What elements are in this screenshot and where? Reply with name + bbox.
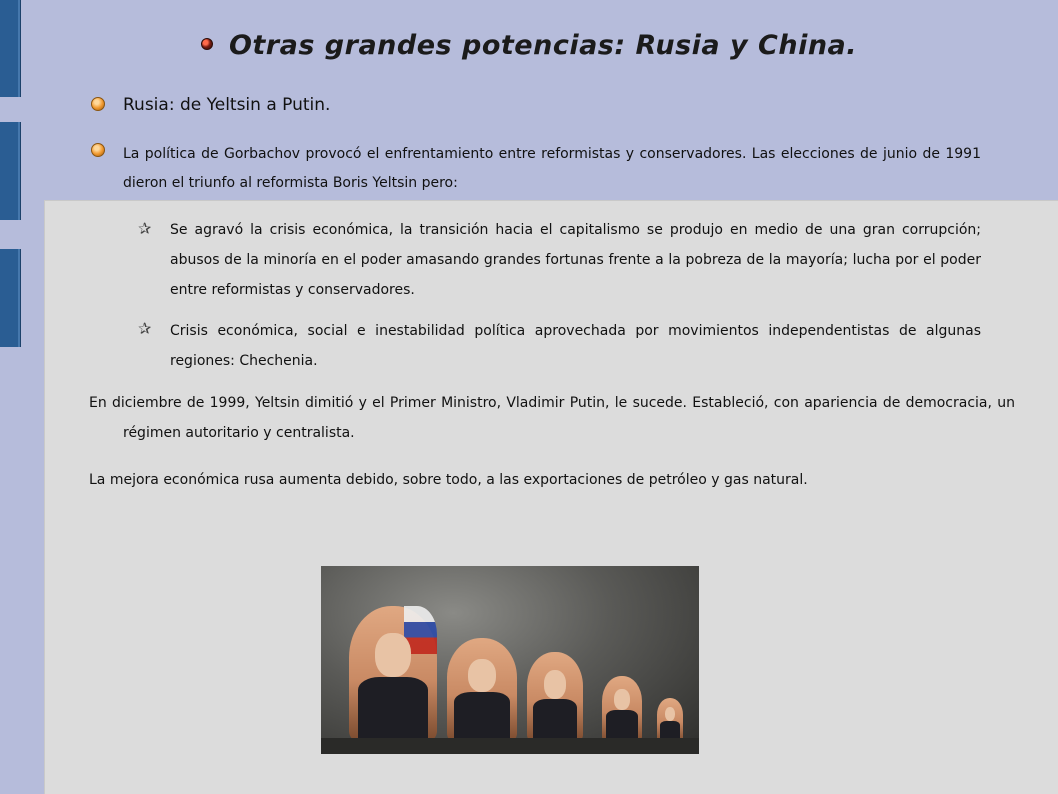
star-bullet-icon: ✰ [138,219,152,238]
side-bar-middle [0,122,21,220]
doll-putin [349,606,437,742]
doll-gorbachev [527,652,583,742]
doll-lenin [657,698,683,742]
orange-ball-bullet-icon [91,143,105,157]
sub-bullet-text: Crisis económica, social e inestabilidad política aprovechada por movimientos independentistas de algunas regiones: Chechenia. [170,323,981,369]
side-bar-bottom [0,249,21,347]
paragraph-putin: En diciembre de 1999, Yeltsin dimitió y el Primer Ministro, Vladimir Putin, le sucede. Estableció, con apariencia de democracia, un régimen autoritario y centralista. [89,395,1015,441]
orange-ball-bullet-icon [91,97,105,111]
slide-title: Otras grandes potencias: Rusia y China. [228,30,858,61]
paragraph-economy: La mejora económica rusa aumenta debido, sobre todo, a las exportaciones de petróleo y gas natural. [89,472,808,488]
star-bullet-icon: ✰ [138,319,152,338]
photo-shelf [321,738,699,754]
red-ball-bullet-icon [201,38,213,50]
matryoshka-dolls-photo [321,566,699,754]
slide-title-row [0,30,1058,61]
doll-yeltsin [447,638,517,742]
sub-bullet-text: Se agravó la crisis económica, la transición hacia el capitalismo se produjo en medio de una gran corrupción; abusos de la minoría en el poder amasando grandes fortunas frente a la pobreza de la mayoría; lucha por el poder entre reformistas y conservadores. [170,222,981,298]
intro-paragraph: La política de Gorbachov provocó el enfrentamiento entre reformistas y conservadores. Las elecciones de junio de 1991 dieron el triunfo al reformista Boris Yeltsin pero: [123,146,981,191]
slide-subtitle: Rusia: de Yeltsin a Putin. [123,95,331,115]
doll-stalin [602,676,642,742]
